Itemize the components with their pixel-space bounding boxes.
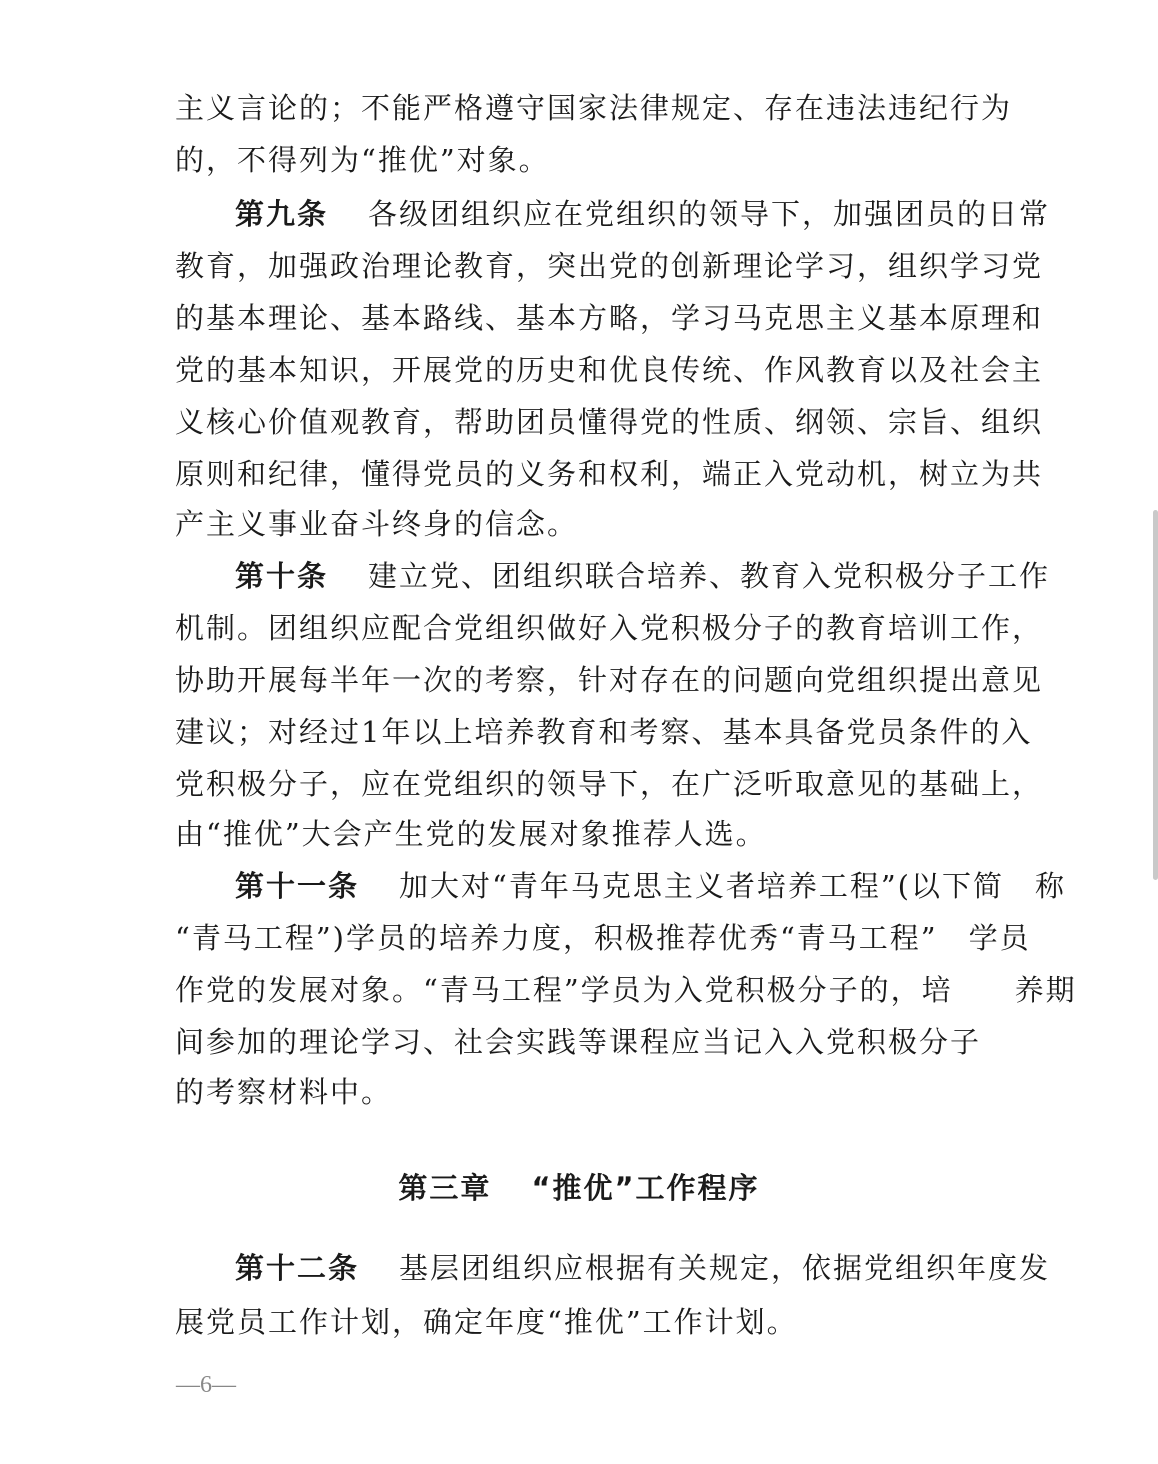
article11-line-2: “青马工程”)学员的培养力度，积极推荐优秀“青马工程” 学员 xyxy=(175,921,1031,955)
page-number: —6— xyxy=(176,1372,236,1398)
article10-line-6: 由“推优”大会产生党的发展对象推荐人选。 xyxy=(175,817,767,851)
chapter3-number: 第三章 xyxy=(398,1171,492,1205)
article9-line-7: 产主义事业奋斗终身的信念。 xyxy=(175,507,579,541)
article9-first-text: 各级团组织应在党组织的领导下，加强团员的日常 xyxy=(368,197,1051,231)
article10-title: 第十条 xyxy=(235,559,329,593)
article11-line-5: 的考察材料中。 xyxy=(175,1075,393,1109)
article11-line-4: 间参加的理论学习、社会实践等课程应当记入入党积极分子 xyxy=(175,1025,982,1059)
article10-line-4: 建议；对经过1年以上培养教育和考察、基本具备党员条件的入 xyxy=(175,715,1033,749)
chapter3-title: “推优”工作程序 xyxy=(531,1171,760,1205)
article12-first-line xyxy=(235,1248,1055,1288)
article9-line-2: 教育，加强政治理论教育，突出党的创新理论学习，组织学习党 xyxy=(175,249,1044,283)
article10-first-line xyxy=(235,556,1055,596)
scrollbar-thumb[interactable] xyxy=(1153,510,1158,880)
article9-line-4: 党的基本知识，开展党的历史和优良传统、作风教育以及社会主 xyxy=(175,353,1044,387)
article11-first-text: 加大对“青年马克思主义者培养工程”(以下简 称 xyxy=(399,869,1066,903)
article9-title: 第九条 xyxy=(235,197,329,231)
article10-line-2: 机制。团组织应配合党组织做好入党积极分子的教育培训工作， xyxy=(175,611,1044,645)
article10-first-text: 建立党、团组织联合培养、教育入党积极分子工作 xyxy=(368,559,1051,593)
article12-first-text: 基层团组织应根据有关规定，依据党组织年度发 xyxy=(399,1251,1051,1285)
article8-line-1: 主义言论的；不能严格遵守国家法律规定、存在违法违纪行为 xyxy=(175,91,1013,125)
article11-line-3: 作党的发展对象。“青马工程”学员为入党积极分子的，培 养期 xyxy=(175,973,1077,1007)
article9-line-5: 义核心价值观教育，帮助团员懂得党的性质、纲领、宗旨、组织 xyxy=(175,405,1044,439)
article10-line-5: 党积极分子，应在党组织的领导下，在广泛听取意见的基础上， xyxy=(175,767,1044,801)
article11-first-line xyxy=(235,866,1066,906)
article9-line-3: 的基本理论、基本路线、基本方略，学习马克思主义基本原理和 xyxy=(175,301,1044,335)
article11-title: 第十一条 xyxy=(235,869,360,903)
article12-title: 第十二条 xyxy=(235,1251,360,1285)
article9-line-6: 原则和纪律，懂得党员的义务和权利，端正入党动机，树立为共 xyxy=(175,457,1044,491)
article12-line-2: 展党员工作计划，确定年度“推优”工作计划。 xyxy=(175,1305,798,1339)
article8-line-2: 的，不得列为“推优”对象。 xyxy=(175,143,550,177)
article10-line-3: 协助开展每半年一次的考察，针对存在的问题向党组织提出意见 xyxy=(175,663,1044,697)
article9-first-line xyxy=(235,194,1055,234)
chapter3-heading xyxy=(0,1168,1158,1208)
